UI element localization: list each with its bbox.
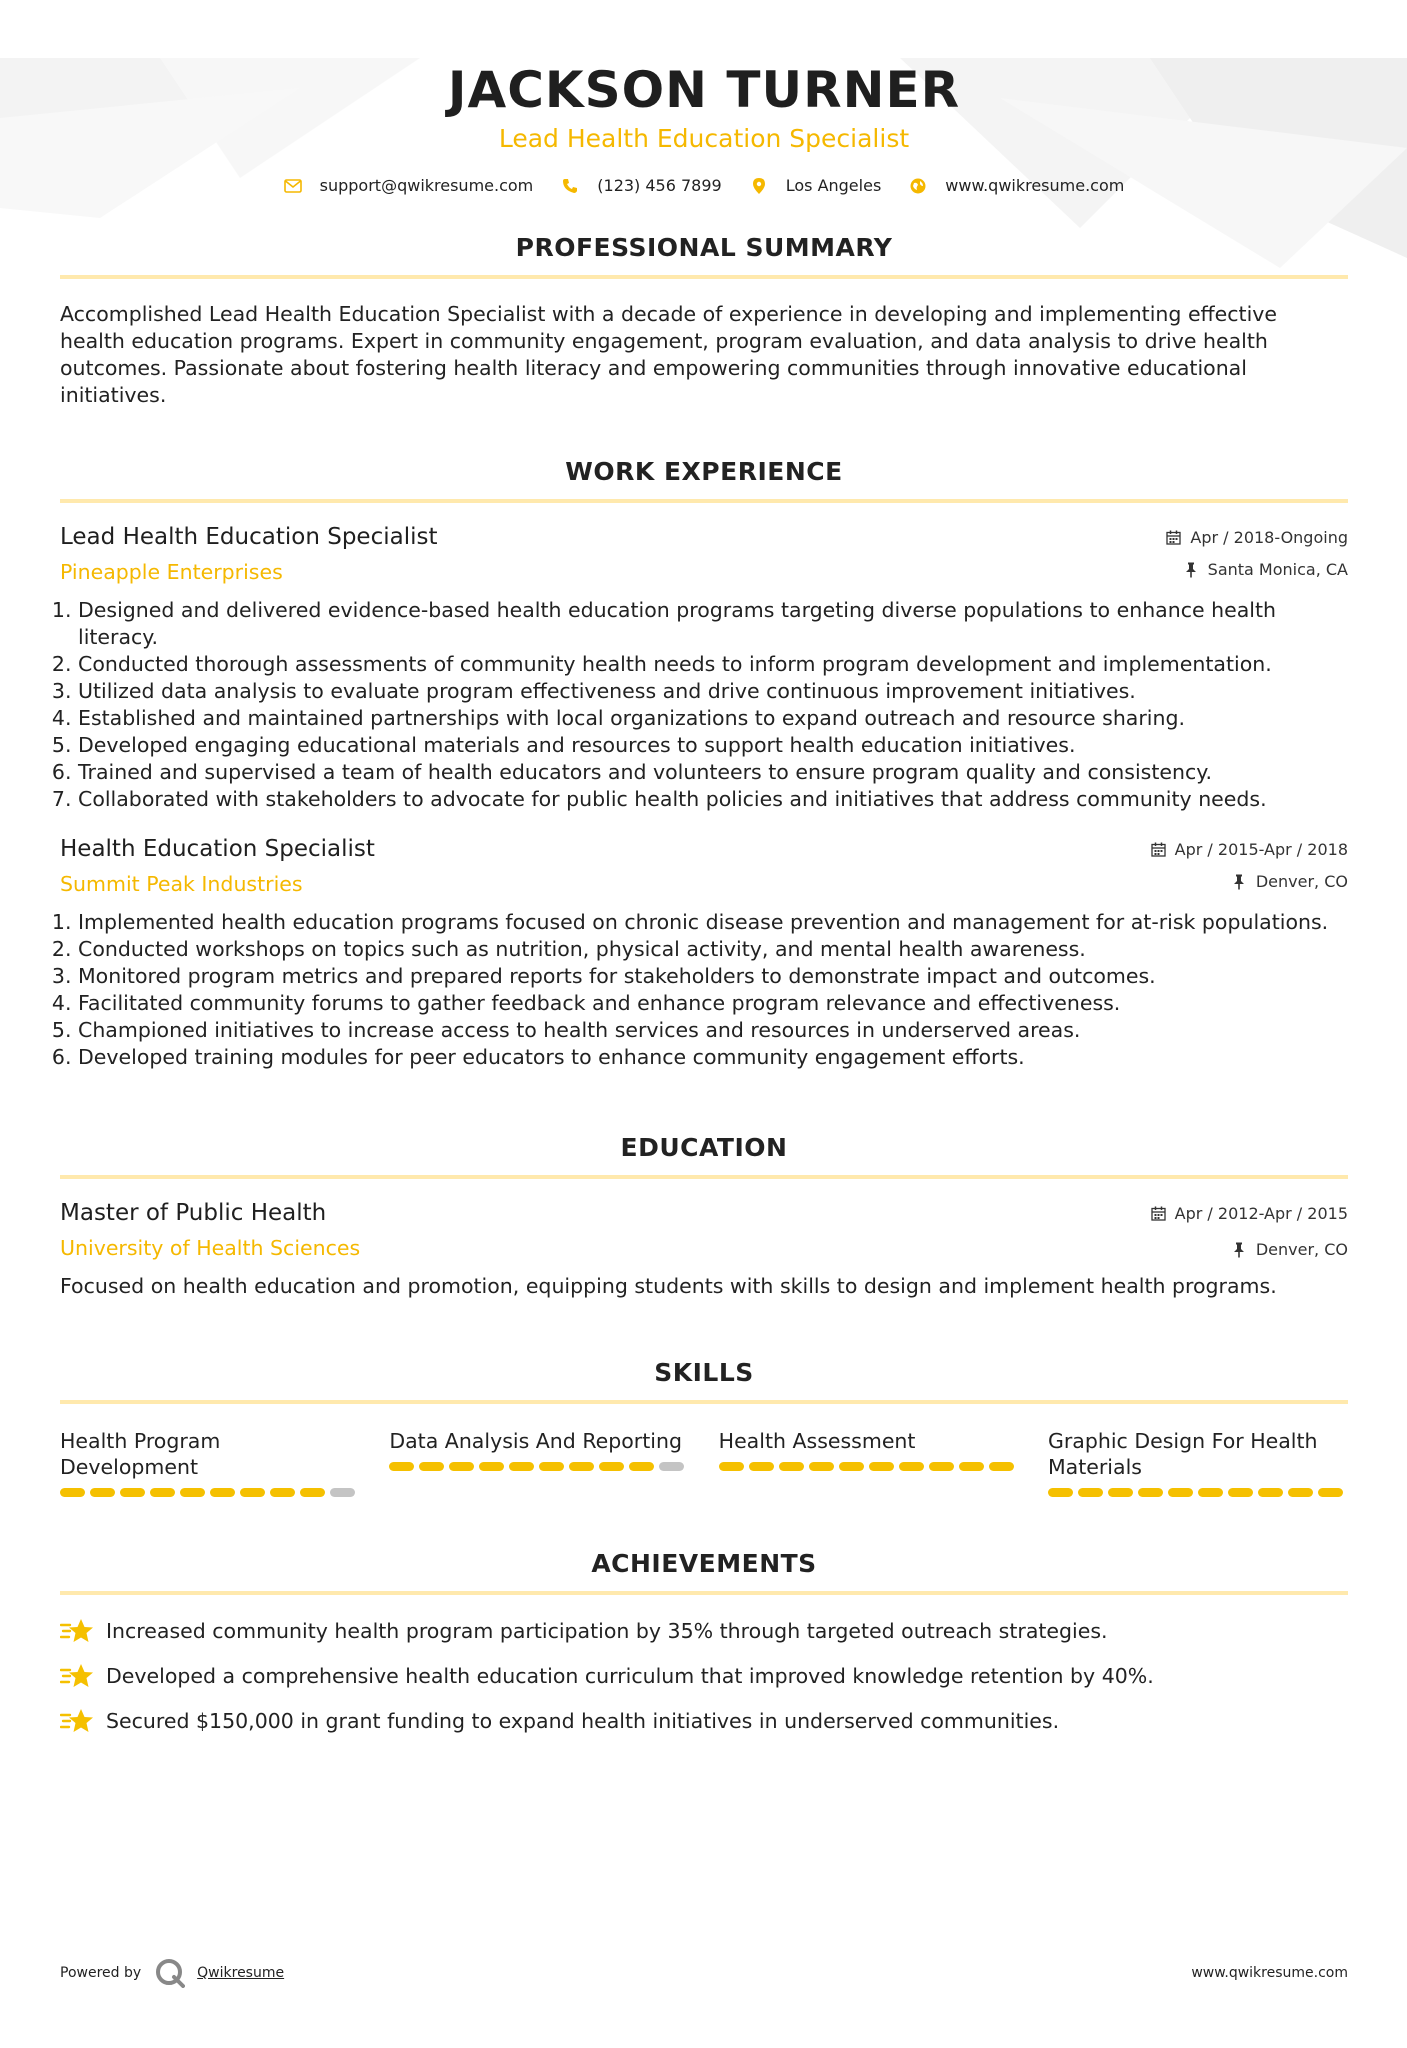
- skill-dot-filled: [1198, 1488, 1223, 1497]
- skill-name: Health Assessment: [718, 1429, 916, 1453]
- job-duties: [60, 909, 1348, 1071]
- list-item: 2. Conducted workshops on topics such as nutrition, physical activity, and mental health awareness.: [78, 936, 1348, 963]
- skill-dot-filled: [809, 1462, 834, 1471]
- powered-by-label: Powered by: [60, 1965, 142, 1981]
- list-item: 1. Implemented health education programs focused on chronic disease prevention and management for at-risk populations.: [78, 909, 1348, 936]
- candidate-name: JACKSON TURNER: [447, 61, 961, 119]
- skill-dot-filled: [1048, 1488, 1073, 1497]
- list-item: 6. Developed training modules for peer educators to enhance community engagement efforts.: [78, 1044, 1348, 1071]
- education-heading: EDUCATION: [620, 1133, 788, 1162]
- skill-dot-filled: [839, 1462, 864, 1471]
- skill-rating: [60, 1488, 360, 1497]
- list-item: 7. Collaborated with stakeholders to advocate for public health policies and initiatives that address community needs.: [78, 786, 1348, 813]
- achievement-text: Developed a comprehensive health education curriculum that improved knowledge retention by 40%.: [106, 1663, 1154, 1688]
- job-company: Pineapple Enterprises: [60, 560, 283, 584]
- skill-dot-filled: [1228, 1488, 1253, 1497]
- star-icon: [60, 1662, 94, 1690]
- contact-email[interactable]: [284, 176, 534, 195]
- achievements-section: [60, 1547, 1348, 1735]
- skills-section: [60, 1356, 1348, 1497]
- skill-dot-filled: [419, 1462, 444, 1471]
- skill-name: Health Program Development: [60, 1429, 221, 1479]
- skill-dot-filled: [449, 1462, 474, 1471]
- skill-dot-filled: [90, 1488, 115, 1497]
- achievement-text: Secured $150,000 in grant funding to expand health initiatives in underserved communities.: [106, 1708, 1060, 1733]
- contact-phone-text: (123) 456 7899: [597, 176, 722, 195]
- contact-website-text: www.qwikresume.com: [945, 176, 1125, 195]
- skill-dot-filled: [629, 1462, 654, 1471]
- section-divider: [60, 1175, 1348, 1179]
- contact-phone[interactable]: [561, 176, 721, 195]
- contact-location-text: Los Angeles: [785, 176, 882, 195]
- education-location: Denver, CO: [1255, 1240, 1348, 1259]
- skill-dot-empty: [330, 1488, 355, 1497]
- skill-item: [389, 1428, 689, 1497]
- section-divider: [60, 1400, 1348, 1404]
- skill-dot-filled: [60, 1488, 85, 1497]
- achievement-item: [60, 1662, 1348, 1690]
- list-item: 4. Established and maintained partnerships with local organizations to expand outreach and resource sharing.: [78, 705, 1348, 732]
- achievement-text: Increased community health program participation by 35% through targeted outreach strategies.: [106, 1618, 1108, 1643]
- job-dates: Apr / 2015-Apr / 2018: [1174, 840, 1348, 859]
- section-divider: [60, 1591, 1348, 1595]
- pushpin-icon: [1232, 1242, 1248, 1258]
- achievement-item: [60, 1707, 1348, 1735]
- job-duties: [60, 597, 1348, 813]
- resume-page: [60, 58, 1348, 1735]
- skill-dot-filled: [929, 1462, 954, 1471]
- powered-by: [60, 1958, 284, 1988]
- skill-dot-filled: [1168, 1488, 1193, 1497]
- skill-name: Data Analysis And Reporting: [389, 1429, 682, 1453]
- job-title: Lead Health Education Specialist: [60, 524, 438, 550]
- education-dates: Apr / 2012-Apr / 2015: [1174, 1204, 1348, 1223]
- list-item: 2. Conducted thorough assessments of community health needs to inform program development and implementation.: [78, 651, 1348, 678]
- job-title: Health Education Specialist: [60, 836, 375, 862]
- contact-email-text: support@qwikresume.com: [319, 176, 534, 195]
- pushpin-icon: [1232, 874, 1248, 890]
- skill-dot-filled: [899, 1462, 924, 1471]
- envelope-icon: [284, 177, 302, 195]
- skill-dot-filled: [569, 1462, 594, 1471]
- skill-dot-filled: [509, 1462, 534, 1471]
- candidate-role: Lead Health Education Specialist: [498, 124, 910, 153]
- skill-dot-filled: [719, 1462, 744, 1471]
- list-item: 1. Designed and delivered evidence-based health education programs targeting diverse populations to enhance health literacy.: [78, 597, 1348, 651]
- job-entry: [60, 521, 1348, 813]
- calendar-icon: [1151, 842, 1167, 858]
- list-item: 3. Monitored program metrics and prepared reports for stakeholders to demonstrate impact and outcomes.: [78, 963, 1348, 990]
- list-item: 4. Facilitated community forums to gather feedback and enhance program relevance and effectiveness.: [78, 990, 1348, 1017]
- experience-heading: WORK EXPERIENCE: [565, 457, 843, 486]
- skills-heading: SKILLS: [654, 1358, 754, 1387]
- education-section: [60, 1131, 1348, 1300]
- skill-dot-empty: [659, 1462, 684, 1471]
- footer-website[interactable]: www.qwikresume.com: [1191, 1965, 1348, 1981]
- skill-dot-filled: [1078, 1488, 1103, 1497]
- star-icon: [60, 1617, 94, 1645]
- skill-dot-filled: [300, 1488, 325, 1497]
- skill-name: Graphic Design For Health Materials: [1047, 1429, 1318, 1479]
- list-item: 5. Developed engaging educational materials and resources to support health education initiatives.: [78, 732, 1348, 759]
- achievements-heading: ACHIEVEMENTS: [591, 1549, 817, 1578]
- skill-dot-filled: [749, 1462, 774, 1471]
- education-description: Focused on health education and promotion, equipping students with skills to design and implement health programs.: [60, 1274, 1277, 1298]
- experience-section: [60, 455, 1348, 1071]
- job-location: Denver, CO: [1255, 872, 1348, 891]
- skill-dot-filled: [869, 1462, 894, 1471]
- achievement-item: [60, 1617, 1348, 1645]
- skill-dot-filled: [180, 1488, 205, 1497]
- skill-dot-filled: [270, 1488, 295, 1497]
- skill-item: [1048, 1428, 1348, 1497]
- skill-rating: [1048, 1488, 1348, 1497]
- footer: [60, 1958, 1348, 1988]
- star-icon: [60, 1707, 94, 1735]
- skill-item: [719, 1428, 1019, 1497]
- school-name: University of Health Sciences: [60, 1236, 361, 1260]
- calendar-icon: [1166, 530, 1182, 546]
- skill-rating: [719, 1462, 1019, 1471]
- job-location: Santa Monica, CA: [1207, 560, 1348, 579]
- summary-section: [60, 231, 1348, 409]
- contact-website[interactable]: [909, 176, 1124, 195]
- skill-dot-filled: [779, 1462, 804, 1471]
- skill-dot-filled: [210, 1488, 235, 1497]
- job-company: Summit Peak Industries: [60, 872, 303, 896]
- skill-dot-filled: [1138, 1488, 1163, 1497]
- job-dates: Apr / 2018-Ongoing: [1190, 528, 1348, 547]
- contact-bar: [60, 176, 1348, 195]
- skill-dot-filled: [1258, 1488, 1283, 1497]
- skill-dot-filled: [959, 1462, 984, 1471]
- list-item: 3. Utilized data analysis to evaluate program effectiveness and drive continuous improvement initiatives.: [78, 678, 1348, 705]
- phone-icon: [561, 177, 579, 195]
- map-pin-icon: [750, 177, 768, 195]
- qwikresume-logo-icon: [155, 1958, 185, 1988]
- skill-item: [60, 1428, 360, 1497]
- skill-dot-filled: [150, 1488, 175, 1497]
- section-divider: [60, 499, 1348, 503]
- list-item: 6. Trained and supervised a team of health educators and volunteers to ensure program quality and consistency.: [78, 759, 1348, 786]
- list-item: 5. Championed initiatives to increase access to health services and resources in underserved areas.: [78, 1017, 1348, 1044]
- calendar-icon: [1151, 1206, 1167, 1222]
- skill-dot-filled: [240, 1488, 265, 1497]
- skill-dot-filled: [539, 1462, 564, 1471]
- skill-dot-filled: [1318, 1488, 1343, 1497]
- skill-dot-filled: [389, 1462, 414, 1471]
- skill-dot-filled: [1108, 1488, 1133, 1497]
- skills-list: [60, 1428, 1348, 1497]
- summary-text: Accomplished Lead Health Education Specialist with a decade of experience in developing and implementing effective health education programs. Expert in community engagement, program evaluation, and data analysis to drive health outcomes. Passionate about fostering health literacy and empowering communities through innovative educational initiatives.: [60, 302, 1278, 407]
- skill-dot-filled: [1288, 1488, 1313, 1497]
- summary-heading: PROFESSIONAL SUMMARY: [515, 233, 893, 262]
- qwikresume-link[interactable]: Qwikresume: [197, 1965, 285, 1981]
- pushpin-icon: [1184, 562, 1200, 578]
- job-entry: [60, 833, 1348, 1071]
- globe-icon: [909, 177, 927, 195]
- skill-dot-filled: [479, 1462, 504, 1471]
- skill-dot-filled: [989, 1462, 1014, 1471]
- degree-title: Master of Public Health: [60, 1200, 327, 1226]
- contact-location: [750, 176, 882, 195]
- skill-dot-filled: [120, 1488, 145, 1497]
- skill-dot-filled: [599, 1462, 624, 1471]
- skill-rating: [389, 1462, 689, 1471]
- section-divider: [60, 275, 1348, 279]
